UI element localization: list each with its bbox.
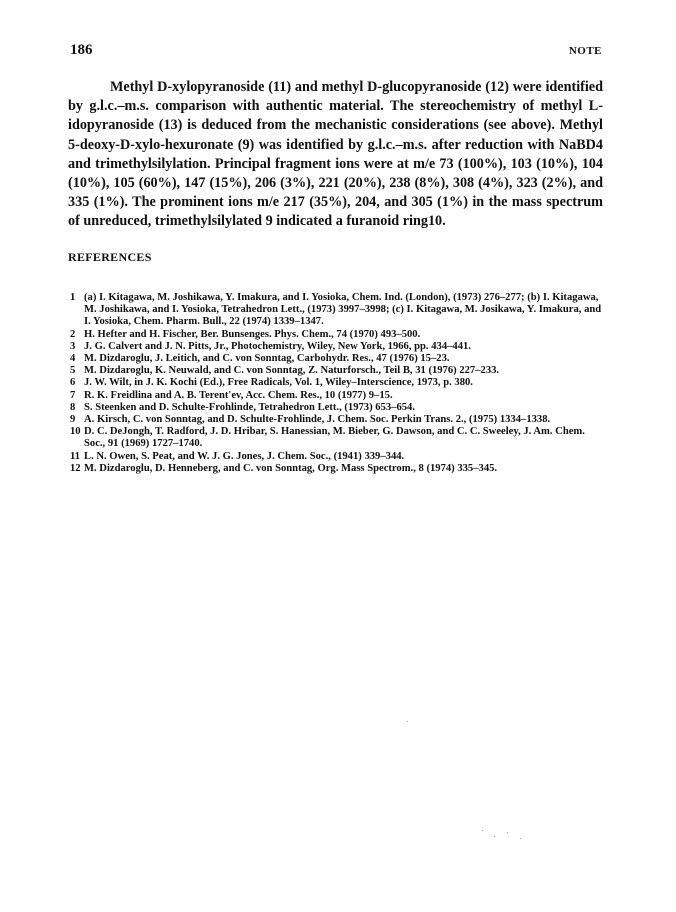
reference-text: D. C. DeJongh, T. Radford, J. D. Hribar, S. Hanessian, M. Bieber, G. Dawson, and C. C. Sweeley, J. Am. Chem. Soc., 91 (1969) 1727–1740. [84,426,585,450]
page-header [70,42,602,59]
reference-number: 5 [70,365,76,377]
scan-speck [407,721,408,722]
references-list [70,292,604,475]
reference-item [70,414,604,426]
reference-number: 6 [70,377,76,389]
reference-number: 2 [70,328,76,340]
scan-speck [494,836,495,837]
reference-number: 11 [70,450,81,462]
reference-item [70,365,604,377]
reference-text: M. Dizdaroglu, J. Leitich, and C. von Sonntag, Carbohydr. Res., 47 (1976) 15–23. [84,353,450,365]
reference-item [70,329,604,341]
reference-number: 3 [70,340,76,352]
reference-number: 4 [70,353,76,365]
reference-number: 10 [70,426,81,438]
reference-number: 8 [70,401,76,413]
reference-text: A. Kirsch, C. von Sonntag, and D. Schulte-Frohlinde, J. Chem. Soc. Perkin Trans. 2., (1975) 1334–1338. [84,414,551,426]
reference-text: L. N. Owen, S. Peat, and W. J. G. Jones, J. Chem. Soc., (1941) 339–344. [84,450,405,462]
reference-item [70,390,604,402]
reference-text: M. Dizdaroglu, D. Henneberg, and C. von Sonntag, Org. Mass Spectrom., 8 (1974) 335–345. [84,462,498,474]
page-number: 186 [70,42,93,58]
reference-number: 7 [70,389,76,401]
body-paragraph: Methyl D-xylopyranoside (11) and methyl D-glucopyranoside (12) were identified by g.l.c.–m.s. comparison with authentic material. The stereochemistry of methyl L-idopyranoside (13) is deduced from the mechanistic considerations (see above). Methyl 5-deoxy-D-xylo-hexuronate (9) was identified by g.l.c.–m.s. after reduction with NaBD4 and trimethylsilylation. Principal fragment ions were at m/e 73 (100%), 103 (10%), 104 (10%), 105 (60%), 147 (15%), 206 (3%), 221 (20%), 238 (8%), 308 (4%), 323 (2%), and 335 (1%). The prominent ions m/e 217 (35%), 204, and 305 (1%) in the mass spectrum of unreduced, trimethylsilylated 9 indicated a furanoid ring10. [68,79,603,230]
reference-item [70,402,604,414]
reference-text: S. Steenken and D. Schulte-Frohlinde, Tetrahedron Lett., (1973) 653–654. [84,401,415,413]
reference-number: 12 [70,462,81,474]
section-label: NOTE [568,45,602,57]
reference-text: J. G. Calvert and J. N. Pitts, Jr., Photochemistry, Wiley, New York, 1966, pp. 434–441. [84,340,471,352]
reference-number: 9 [70,414,76,426]
reference-text: (a) I. Kitagawa, M. Joshikawa, Y. Imakura, and I. Yosioka, Chem. Ind. (London), (1973) 276–277; (b) I. Kitagawa, M. Joshikawa, and I. Yosioka, Tetrahedron Lett., (1973) 3997–3998; (c) I. Kitagawa, M. Josikawa, Y. Imakura, and I. Yosioka, Chem. Pharm. Bull., 22 (1974) 1339–1347. [84,292,602,328]
reference-item [70,353,604,365]
reference-item [70,451,604,463]
references-heading: REFERENCES [68,250,152,264]
scan-speck [482,830,483,831]
scan-speck [507,832,508,833]
reference-item [70,426,604,450]
reference-item [70,292,604,329]
reference-item [70,341,604,353]
reference-text: J. W. Wilt, in J. K. Kochi (Ed.), Free Radicals, Vol. 1, Wiley–Interscience, 1973, p. 380. [84,377,473,389]
reference-text: R. K. Freidlina and A. B. Terent'ev, Acc. Chem. Res., 10 (1977) 9–15. [84,389,393,401]
reference-item [70,377,604,389]
scan-speck [520,838,521,839]
reference-text: H. Hefter and H. Fischer, Ber. Bunsenges. Phys. Chem., 74 (1970) 493–500. [84,328,421,340]
reference-text: M. Dizdaroglu, K. Neuwald, and C. von Sonntag, Z. Naturforsch., Teil B, 31 (1976) 227–233. [84,365,500,377]
body-text [68,78,603,232]
reference-item [70,463,604,475]
reference-number: 1 [70,292,76,303]
